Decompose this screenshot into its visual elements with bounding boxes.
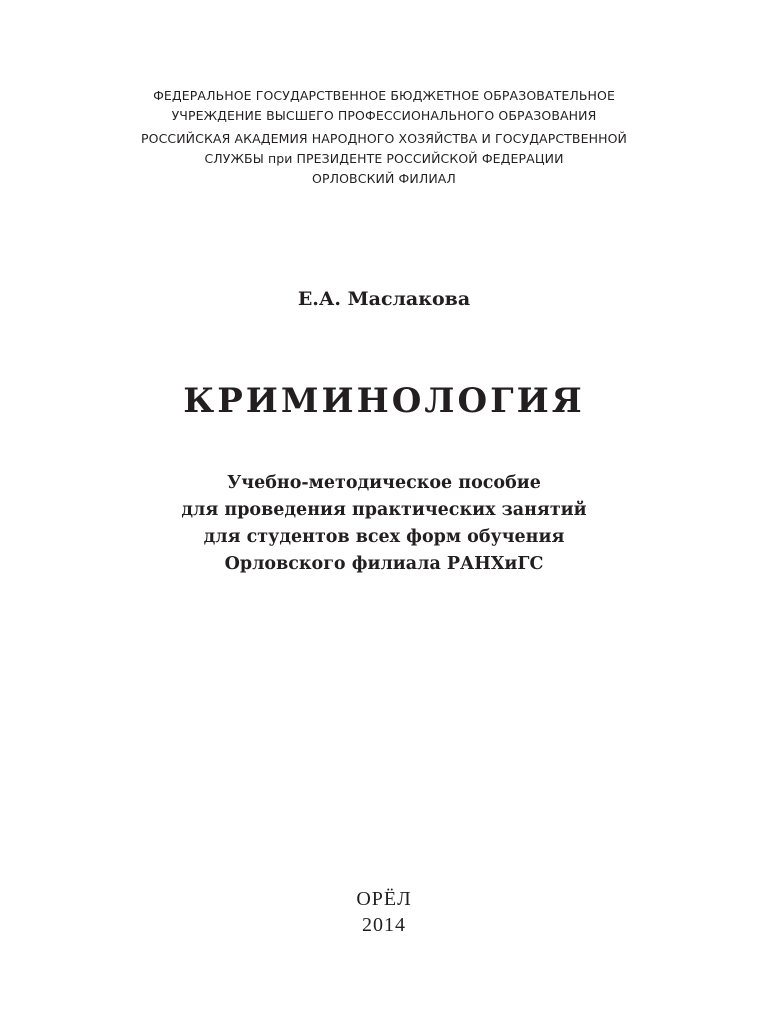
subtitle-line: для студентов всех форм обучения xyxy=(203,527,565,547)
imprint xyxy=(0,886,768,938)
book-title: КРИМИНОЛОГИЯ xyxy=(183,381,585,421)
institution-line: РОССИЙСКАЯ АКАДЕМИЯ НАРОДНОГО ХОЗЯЙСТВА И ГОСУДАРСТВЕННОЙ xyxy=(141,131,627,146)
subtitle-line: Учебно-методическое пособие xyxy=(227,473,541,493)
institution-header xyxy=(0,86,768,189)
subtitle-line: для проведения практических занятий xyxy=(181,500,587,520)
subtitle-line: Орловского филиала РАНХиГС xyxy=(224,554,544,574)
institution-line: ОРЛОВСКИЙ ФИЛИАЛ xyxy=(312,171,456,186)
institution-line: СЛУЖБЫ при ПРЕЗИДЕНТЕ РОССИЙСКОЙ ФЕДЕРАЦИИ xyxy=(204,151,564,166)
institution-line: УЧРЕЖДЕНИЕ ВЫСШЕГО ПРОФЕССИОНАЛЬНОГО ОБРАЗОВАНИЯ xyxy=(171,108,597,123)
book-subtitle xyxy=(0,470,768,578)
publication-year: 2014 xyxy=(362,914,406,936)
institution-line: ФЕДЕРАЛЬНОЕ ГОСУДАРСТВЕННОЕ БЮДЖЕТНОЕ ОБРАЗОВАТЕЛЬНОЕ xyxy=(153,88,615,103)
publication-city: ОРЁЛ xyxy=(356,888,412,910)
author-name: Е.А. Маслакова xyxy=(297,288,471,310)
